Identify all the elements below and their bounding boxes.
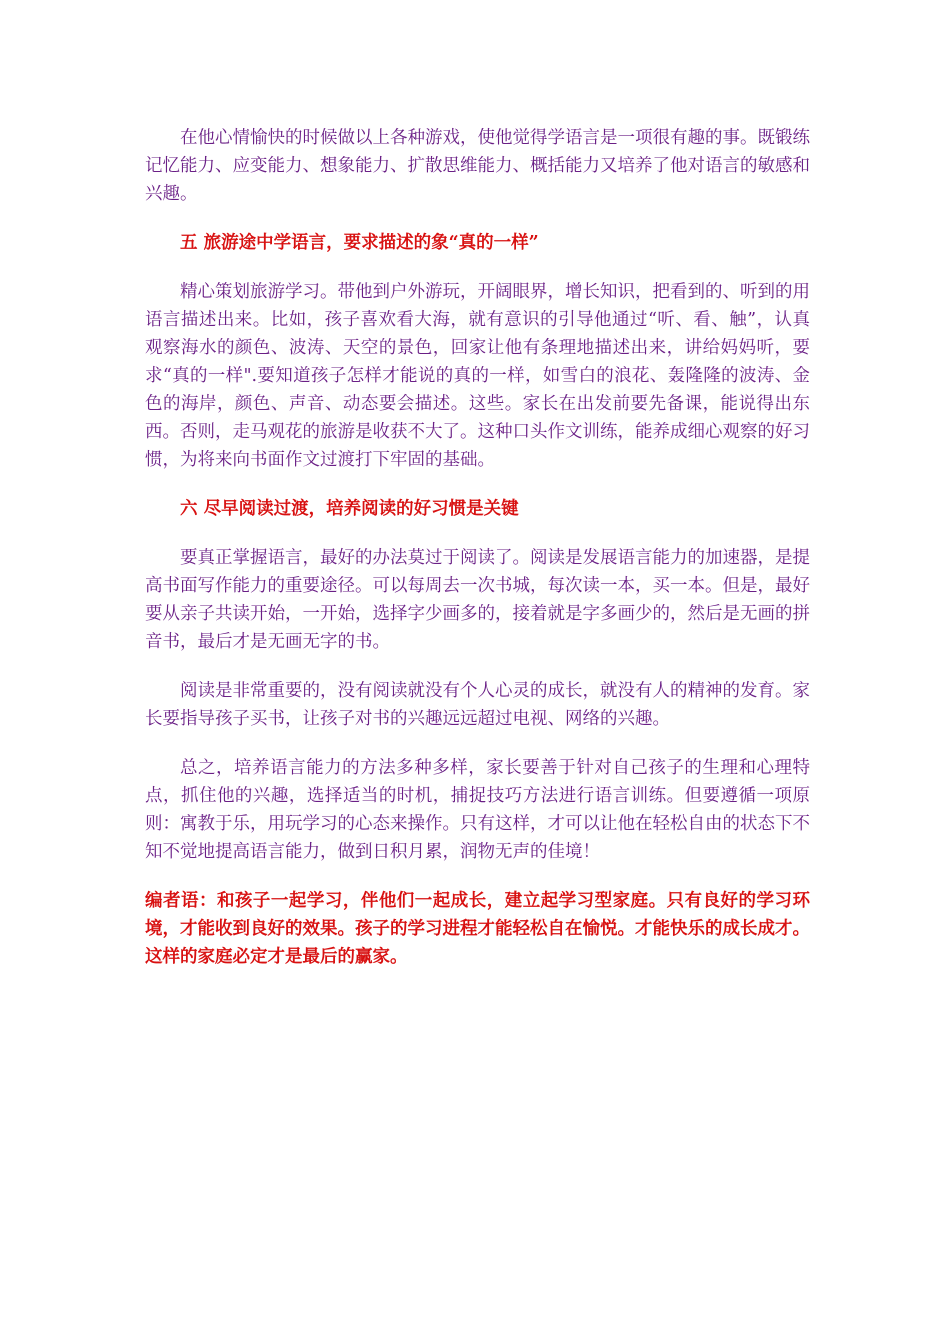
editor-note: 编者语：和孩子一起学习，伴他们一起成长，建立起学习型家庭。只有良好的学习环境，才能收到良好的效果。孩子的学习进程才能轻松自在愉悦。才能快乐的成长成才。这样的家庭必定才是最后的赢家。	[145, 891, 810, 967]
section-heading-five: 五 旅游途中学语言，要求描述的象“真的一样”	[180, 233, 539, 253]
paragraph-games-benefits: 在他心情愉快的时候做以上各种游戏，使他觉得学语言是一项很有趣的事。既锻练记忆能力、应变能力、想象能力、扩散思维能力、概括能力又培养了他对语言的敏感和兴趣。	[145, 128, 810, 204]
paragraph-reading-importance: 阅读是非常重要的，没有阅读就没有个人心灵的成长，就没有人的精神的发育。家长要指导孩子买书，让孩子对书的兴趣远远超过电视、网络的兴趣。	[145, 681, 810, 729]
document-body	[145, 124, 810, 971]
paragraph-travel-learning: 精心策划旅游学习。带他到户外游玩，开阔眼界，增长知识，把看到的、听到的用语言描述出来。比如，孩子喜欢看大海，就有意识的引导他通过“听、看、触”，认真观察海水的颜色、波涛、天空的景色，回家让他有条理地描述出来，讲给妈妈听，要求“真的一样".要知道孩子怎样才能说的真的一样，如雪白的浪花、轰隆隆的波涛、金色的海岸，颜色、声音、动态要会描述。这些。家长在出发前要先备课，能说得出东西。否则，走马观花的旅游是收获不大了。这种口头作文训练，能养成细心观察的好习惯，为将来向书面作文过渡打下牢固的基础。	[145, 282, 810, 470]
paragraph-conclusion: 总之，培养语言能力的方法多种多样，家长要善于针对自己孩子的生理和心理特点，抓住他的兴趣，选择适当的时机，捕捉技巧方法进行语言训练。但要遵循一项原则：寓教于乐，用玩学习的心态来操作。只有这样，才可以让他在轻松自由的状态下不知不觉地提高语言能力，做到日积月累，润物无声的佳境！	[145, 758, 810, 862]
section-heading-six: 六 尽早阅读过渡，培养阅读的好习惯是关键	[180, 499, 519, 519]
paragraph-reading-mastery: 要真正掌握语言，最好的办法莫过于阅读了。阅读是发展语言能力的加速器，是提高书面写作能力的重要途径。可以每周去一次书城，每次读一本，买一本。但是，最好要从亲子共读开始，一开始，选择字少画多的，接着就是字多画少的，然后是无画的拼音书，最后才是无画无字的书。	[145, 548, 810, 652]
